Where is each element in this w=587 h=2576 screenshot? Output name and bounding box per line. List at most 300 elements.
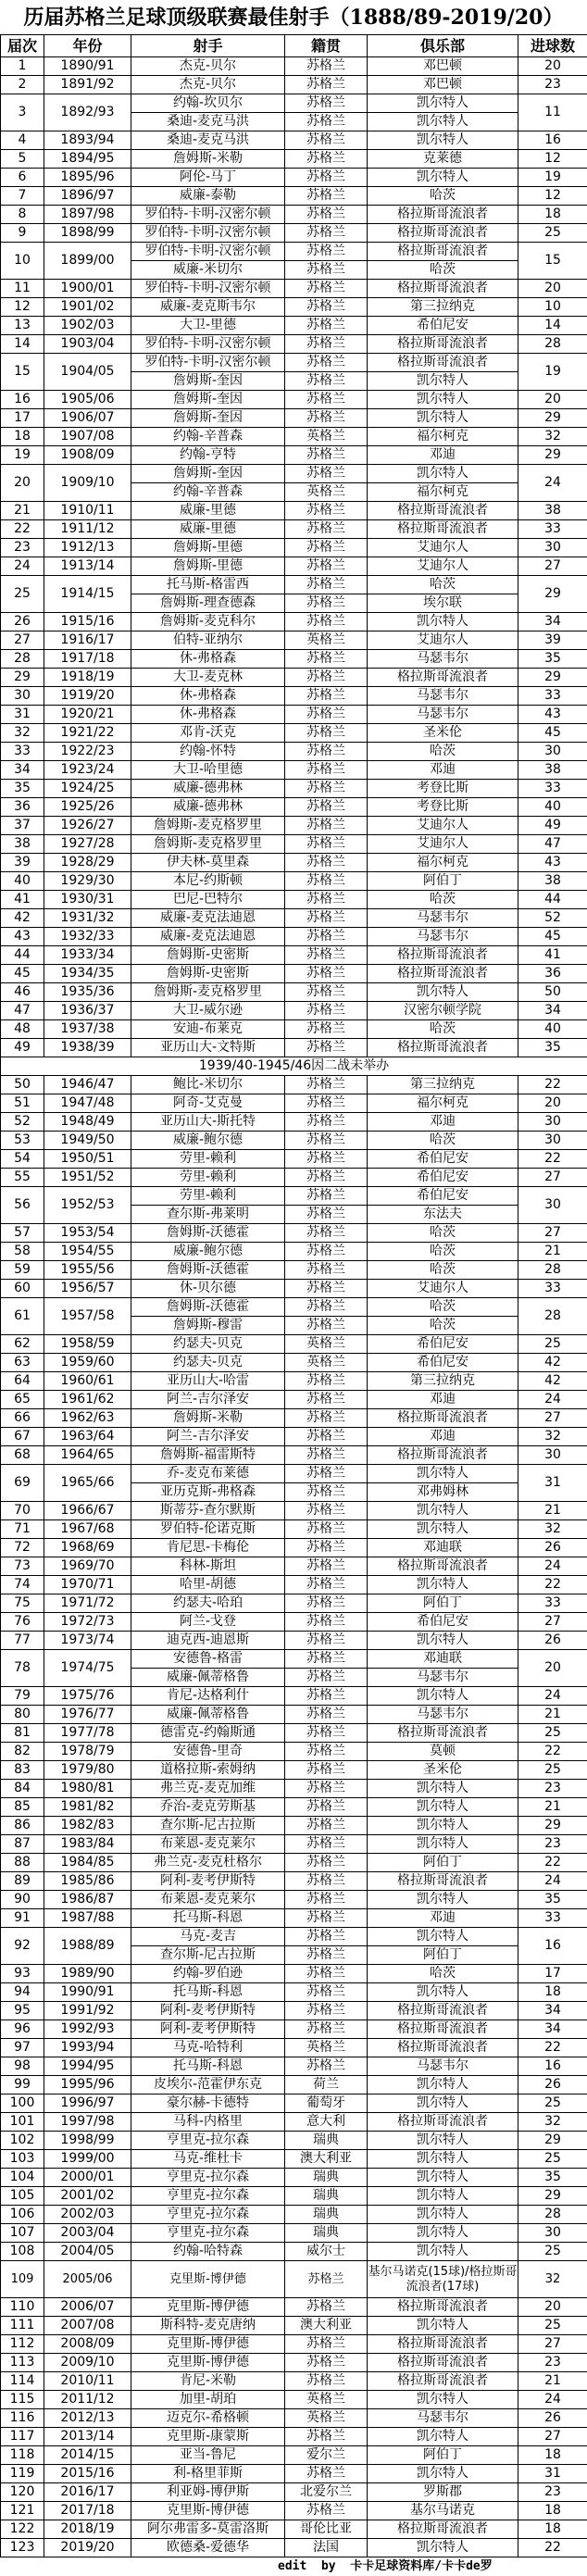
edition-cell: 79 — [1, 1687, 44, 1706]
scorer-cell: 约翰-辛普森 — [131, 483, 285, 502]
edition-cell: 101 — [1, 2113, 44, 2132]
club-cell: 格拉斯哥流浪者 — [368, 243, 518, 261]
nationality-cell: 荷兰 — [285, 2076, 368, 2095]
scorer-cell: 弗兰克-麦克加维 — [131, 1780, 285, 1798]
table-row — [1, 669, 587, 687]
edition-cell: 8 — [1, 206, 44, 224]
nationality-cell: 瑞典 — [285, 2224, 368, 2243]
nationality-cell: 爱尔兰 — [285, 2446, 368, 2465]
goals-cell: 29 — [518, 2187, 587, 2206]
nationality-cell: 苏格兰 — [285, 724, 368, 743]
edition-cell: 54 — [1, 1150, 44, 1169]
goals-cell: 16 — [518, 2057, 587, 2076]
table-row — [1, 1391, 587, 1409]
edition-cell: 41 — [1, 891, 44, 909]
edition-cell: 78 — [1, 1650, 44, 1687]
scorer-cell: 邓肯-沃克 — [131, 724, 285, 743]
edition-cell: 60 — [1, 1280, 44, 1298]
nationality-cell: 苏格兰 — [285, 2354, 368, 2372]
season-cell: 2009/10 — [44, 2354, 131, 2372]
edition-cell: 93 — [1, 1965, 44, 1983]
scorer-cell: 伊夫林-莫里森 — [131, 854, 285, 872]
club-cell: 格拉斯哥流浪者 — [368, 669, 518, 687]
scorer-cell: 豪尔赫-卡德特 — [131, 2095, 285, 2113]
table-row — [1, 2372, 587, 2391]
scorer-cell: 斯蒂芬-查尔默斯 — [131, 1502, 285, 1520]
goals-cell: 25 — [518, 2095, 587, 2113]
nationality-cell: 苏格兰 — [285, 2372, 368, 2391]
table-row — [1, 446, 587, 465]
nationality-cell: 苏格兰 — [285, 1761, 368, 1780]
table-row — [1, 1613, 587, 1632]
scorer-cell: 迪克西-迪恩斯 — [131, 1632, 285, 1650]
club-cell: 埃尔联 — [368, 594, 518, 613]
goals-cell: 38 — [518, 761, 587, 780]
nationality-cell: 英格兰 — [285, 1354, 368, 1372]
edition-cell: 74 — [1, 1576, 44, 1594]
goals-cell: 40 — [518, 1020, 587, 1039]
club-cell: 邓弗姆林 — [368, 1483, 518, 1502]
club-cell: 希伯尼安 — [368, 1335, 518, 1354]
edition-cell: 69 — [1, 1465, 44, 1502]
goals-cell: 33 — [518, 1594, 587, 1613]
club-cell: 马瑟韦尔 — [368, 2409, 518, 2428]
nationality-cell: 苏格兰 — [285, 1632, 368, 1650]
season-cell: 1936/37 — [44, 1002, 131, 1020]
edition-cell: 10 — [1, 243, 44, 280]
edition-cell: 122 — [1, 2520, 44, 2539]
table-row — [1, 687, 587, 706]
nationality-cell: 苏格兰 — [285, 946, 368, 965]
season-cell: 2005/06 — [44, 2261, 131, 2298]
nationality-cell: 苏格兰 — [285, 817, 368, 835]
edition-cell: 19 — [1, 446, 44, 465]
table-header-row — [1, 35, 587, 57]
scorer-cell: 阿兰-吉尔泽安 — [131, 1391, 285, 1409]
edition-cell: 16 — [1, 391, 44, 409]
table-row — [1, 298, 587, 317]
season-cell: 1913/14 — [44, 557, 131, 576]
scorer-cell: 亚历山大-斯托特 — [131, 1113, 285, 1132]
scorer-cell: 大卫-威尔逊 — [131, 1002, 285, 1020]
nationality-cell: 苏格兰 — [285, 298, 368, 317]
season-cell: 1927/28 — [44, 835, 131, 854]
scorer-cell: 约翰-亨特 — [131, 446, 285, 465]
season-cell: 1932/33 — [44, 928, 131, 946]
table-row — [1, 613, 587, 631]
nationality-cell: 苏格兰 — [285, 1132, 368, 1150]
season-cell: 1916/17 — [44, 631, 131, 650]
edition-cell: 34 — [1, 761, 44, 780]
scorer-cell: 阿伦-马丁 — [131, 169, 285, 187]
nationality-cell: 法国 — [285, 2539, 368, 2557]
nationality-cell: 苏格兰 — [285, 243, 368, 261]
table-row — [1, 1465, 587, 1483]
table-row — [1, 2020, 587, 2039]
nationality-cell: 苏格兰 — [285, 446, 368, 465]
edition-cell: 25 — [1, 576, 44, 613]
club-cell: 哈茨 — [368, 1132, 518, 1150]
scorer-cell: 劳里-赖利 — [131, 1187, 285, 1206]
goals-cell: 25 — [518, 1761, 587, 1780]
season-cell: 1966/67 — [44, 1502, 131, 1520]
table-row — [1, 2446, 587, 2465]
club-cell: 东法夫 — [368, 1206, 518, 1224]
goals-cell: 19 — [518, 169, 587, 187]
nationality-cell: 苏格兰 — [285, 1706, 368, 1724]
goals-cell: 21 — [518, 1243, 587, 1261]
nationality-cell: 苏格兰 — [285, 780, 368, 798]
nationality-cell: 苏格兰 — [285, 280, 368, 298]
goals-cell: 29 — [518, 2132, 587, 2150]
scorer-cell: 道格拉斯-索姆纳 — [131, 1761, 285, 1780]
edition-cell: 11 — [1, 280, 44, 298]
nationality-cell: 苏格兰 — [285, 1206, 368, 1224]
scorer-cell: 罗伯特-卡明-汉密尔顿 — [131, 224, 285, 243]
season-cell: 1947/48 — [44, 1094, 131, 1113]
goals-cell: 44 — [518, 891, 587, 909]
goals-cell: 42 — [518, 1372, 587, 1391]
club-cell: 凯尔特人 — [368, 2317, 518, 2335]
edition-cell: 5 — [1, 150, 44, 169]
table-row — [1, 946, 587, 965]
edition-cell: 105 — [1, 2187, 44, 2206]
table-row — [1, 1243, 587, 1261]
edition-cell: 123 — [1, 2539, 44, 2557]
scorer-cell: 詹姆斯-米勒 — [131, 150, 285, 169]
nationality-cell: 英格兰 — [285, 2039, 368, 2057]
season-cell: 1963/64 — [44, 1428, 131, 1446]
season-cell: 2016/17 — [44, 2483, 131, 2502]
club-cell: 阿伯丁 — [368, 1594, 518, 1613]
club-cell: 邓迪 — [368, 446, 518, 465]
nationality-cell: 苏格兰 — [285, 94, 368, 113]
nationality-cell: 苏格兰 — [285, 409, 368, 428]
scorer-cell: 克里斯-博伊德 — [131, 2298, 285, 2317]
goals-cell: 40 — [518, 798, 587, 817]
edition-cell: 52 — [1, 1113, 44, 1132]
season-cell: 1949/50 — [44, 1132, 131, 1150]
season-cell: 1915/16 — [44, 613, 131, 631]
goals-cell: 21 — [518, 2372, 587, 2391]
table-row — [1, 965, 587, 983]
edition-cell: 17 — [1, 409, 44, 428]
nationality-cell: 苏格兰 — [285, 1483, 368, 1502]
scorer-cell: 杰克-贝尔 — [131, 57, 285, 76]
season-cell: 1897/98 — [44, 206, 131, 224]
goals-cell: 22 — [518, 2539, 587, 2557]
table-row — [1, 2261, 587, 2298]
goals-cell: 29 — [518, 409, 587, 428]
season-cell: 1968/69 — [44, 1539, 131, 1557]
season-cell: 1952/53 — [44, 1187, 131, 1224]
scorer-cell: 约瑟夫-贝克 — [131, 1354, 285, 1372]
season-cell: 2008/09 — [44, 2335, 131, 2354]
nationality-cell: 苏格兰 — [285, 1817, 368, 1835]
nationality-cell: 苏格兰 — [285, 965, 368, 983]
club-cell: 格拉斯哥流浪者 — [368, 946, 518, 965]
scorer-cell: 詹姆斯-福雷斯特 — [131, 1446, 285, 1465]
table-row — [1, 465, 587, 483]
season-cell: 1996/97 — [44, 2095, 131, 2113]
edition-cell: 118 — [1, 2446, 44, 2465]
goals-cell: 33 — [518, 1909, 587, 1928]
table-row — [1, 835, 587, 854]
edition-cell: 113 — [1, 2354, 44, 2372]
nationality-cell: 苏格兰 — [285, 335, 368, 354]
season-cell: 1906/07 — [44, 409, 131, 428]
nationality-cell: 澳大利亚 — [285, 2317, 368, 2335]
club-cell: 艾迪尔人 — [368, 631, 518, 650]
scorer-cell: 约翰-怀特 — [131, 743, 285, 761]
table-row — [1, 650, 587, 669]
edition-cell: 116 — [1, 2409, 44, 2428]
goals-cell: 24 — [518, 1557, 587, 1576]
club-cell: 希伯尼安 — [368, 1169, 518, 1187]
club-cell: 凯尔特人 — [368, 2206, 518, 2224]
season-cell: 1907/08 — [44, 428, 131, 446]
club-cell: 凯尔特人 — [368, 409, 518, 428]
goals-cell: 12 — [518, 187, 587, 206]
season-cell: 1993/94 — [44, 2039, 131, 2057]
season-cell: 1969/70 — [44, 1557, 131, 1576]
club-cell: 格拉斯哥流浪者 — [368, 2298, 518, 2317]
nationality-cell: 苏格兰 — [285, 798, 368, 817]
goals-cell: 42 — [518, 1354, 587, 1372]
season-cell: 1905/06 — [44, 391, 131, 409]
table-row — [1, 2224, 587, 2243]
scorer-cell: 威廉-麦克法迪恩 — [131, 909, 285, 928]
season-cell: 1892/93 — [44, 94, 131, 131]
edition-cell: 76 — [1, 1613, 44, 1632]
table-row — [1, 1335, 587, 1354]
club-cell: 希伯尼安 — [368, 1613, 518, 1632]
goals-cell: 28 — [518, 1261, 587, 1280]
edition-cell: 40 — [1, 872, 44, 891]
nationality-cell: 苏格兰 — [285, 2502, 368, 2520]
club-cell: 凯尔特人 — [368, 2465, 518, 2483]
table-row — [1, 1187, 587, 1206]
season-cell: 1973/74 — [44, 1632, 131, 1650]
table-row — [1, 2391, 587, 2409]
edition-cell: 36 — [1, 798, 44, 817]
edition-cell: 83 — [1, 1761, 44, 1780]
season-cell: 1994/95 — [44, 2057, 131, 2076]
club-cell: 凯尔特人 — [368, 2243, 518, 2261]
table-row — [1, 1891, 587, 1909]
nationality-cell: 苏格兰 — [285, 1409, 368, 1428]
header-goals: 进球数 — [518, 35, 587, 57]
goals-cell: 17 — [518, 1965, 587, 1983]
club-cell: 哈茨 — [368, 187, 518, 206]
nationality-cell: 苏格兰 — [285, 539, 368, 557]
nationality-cell: 威尔士 — [285, 2243, 368, 2261]
edition-cell: 115 — [1, 2391, 44, 2409]
table-row — [1, 1743, 587, 1761]
nationality-cell: 苏格兰 — [285, 1687, 368, 1706]
scorer-cell: 布莱恩-麦克莱尔 — [131, 1835, 285, 1854]
goals-cell: 34 — [518, 2020, 587, 2039]
season-cell: 1929/30 — [44, 872, 131, 891]
scorer-cell: 查尔斯-尼古拉斯 — [131, 1817, 285, 1835]
nationality-cell: 苏格兰 — [285, 761, 368, 780]
club-cell: 格拉斯哥流浪者 — [368, 2335, 518, 2354]
table-row — [1, 2428, 587, 2446]
season-cell: 1971/72 — [44, 1594, 131, 1613]
season-cell: 1961/62 — [44, 1391, 131, 1409]
goals-cell: 20 — [518, 280, 587, 298]
club-cell: 凯尔特人 — [368, 465, 518, 483]
edition-cell: 90 — [1, 1891, 44, 1909]
goals-cell: 49 — [518, 817, 587, 835]
club-cell: 哈茨 — [368, 1965, 518, 1983]
scorer-cell: 威廉-麦克法迪恩 — [131, 928, 285, 946]
goals-cell: 33 — [518, 1280, 587, 1298]
nationality-cell: 苏格兰 — [285, 1428, 368, 1446]
goals-cell: 32 — [518, 1428, 587, 1446]
club-cell: 邓巴顿 — [368, 57, 518, 76]
season-cell: 1955/56 — [44, 1261, 131, 1280]
table-row — [1, 1169, 587, 1187]
club-cell: 凯尔特人 — [368, 1928, 518, 1946]
table-row — [1, 817, 587, 835]
scorer-cell: 利-格里菲斯 — [131, 2465, 285, 2483]
goals-cell: 52 — [518, 909, 587, 928]
scorer-cell: 威廉-鲍尔德 — [131, 1243, 285, 1261]
season-cell: 1995/96 — [44, 2076, 131, 2095]
club-cell: 格拉斯哥流浪者 — [368, 206, 518, 224]
table-row — [1, 502, 587, 520]
header-nationality: 籍贯 — [285, 35, 368, 57]
nationality-cell: 苏格兰 — [285, 1076, 368, 1094]
table-row — [1, 1557, 587, 1576]
season-cell: 1920/21 — [44, 706, 131, 724]
season-cell: 1958/59 — [44, 1335, 131, 1354]
season-cell: 1960/61 — [44, 1372, 131, 1391]
goals-cell: 25 — [518, 2243, 587, 2261]
edition-cell: 65 — [1, 1391, 44, 1409]
table-row — [1, 2095, 587, 2113]
nationality-cell: 苏格兰 — [285, 1854, 368, 1872]
scorer-cell: 杰克-贝尔 — [131, 76, 285, 94]
edition-cell: 67 — [1, 1428, 44, 1446]
season-cell: 2011/12 — [44, 2391, 131, 2409]
club-cell: 福尔柯克 — [368, 1094, 518, 1113]
table-row — [1, 1706, 587, 1724]
goals-cell: 23 — [518, 1835, 587, 1854]
scorer-cell: 亚历山大-哈雷 — [131, 1372, 285, 1391]
edition-cell: 119 — [1, 2465, 44, 2483]
club-cell: 希伯尼安 — [368, 1354, 518, 1372]
nationality-cell: 苏格兰 — [285, 465, 368, 483]
nationality-cell: 苏格兰 — [285, 835, 368, 854]
edition-cell: 77 — [1, 1632, 44, 1650]
nationality-cell: 苏格兰 — [285, 113, 368, 131]
club-cell: 希伯尼安 — [368, 1150, 518, 1169]
scorer-cell: 詹姆斯-麦克科尔 — [131, 613, 285, 631]
goals-cell: 23 — [518, 2483, 587, 2502]
goals-cell: 30 — [518, 1132, 587, 1150]
nationality-cell: 苏格兰 — [285, 1298, 368, 1317]
nationality-cell: 苏格兰 — [285, 1965, 368, 1983]
season-cell: 1987/88 — [44, 1909, 131, 1928]
season-cell: 1890/91 — [44, 57, 131, 76]
club-cell: 格拉斯哥流浪者 — [368, 1557, 518, 1576]
scorer-cell: 约翰-辛普森 — [131, 428, 285, 446]
scorer-cell: 肯尼-米勒 — [131, 2372, 285, 2391]
nationality-cell: 苏格兰 — [285, 687, 368, 706]
club-cell: 格拉斯哥流浪者 — [368, 2020, 518, 2039]
scorer-cell: 威廉-米切尔 — [131, 261, 285, 280]
nationality-cell: 苏格兰 — [285, 1372, 368, 1391]
nationality-cell: 葡萄牙 — [285, 2095, 368, 2113]
edition-cell: 73 — [1, 1557, 44, 1576]
season-cell: 1930/31 — [44, 891, 131, 909]
club-cell: 艾迪尔人 — [368, 1280, 518, 1298]
goals-cell: 30 — [518, 1113, 587, 1132]
season-cell: 1922/23 — [44, 743, 131, 761]
goals-cell: 41 — [518, 946, 587, 965]
nationality-cell: 英格兰 — [285, 2409, 368, 2428]
scorer-cell: 安德鲁-里奇 — [131, 1743, 285, 1761]
edition-cell: 88 — [1, 1854, 44, 1872]
season-cell: 1904/05 — [44, 354, 131, 391]
scorer-cell: 詹姆斯-麦克格罗里 — [131, 835, 285, 854]
scorer-cell: 本尼-约斯顿 — [131, 872, 285, 891]
nationality-cell: 英格兰 — [285, 631, 368, 650]
scorer-cell: 罗伯特-卡明-汉密尔顿 — [131, 335, 285, 354]
club-cell: 凯尔特人 — [368, 2095, 518, 2113]
club-cell: 考登比斯 — [368, 798, 518, 817]
scorer-cell: 约翰-坎贝尔 — [131, 94, 285, 113]
table-row — [1, 706, 587, 724]
nationality-cell: 苏格兰 — [285, 594, 368, 613]
season-cell: 1980/81 — [44, 1780, 131, 1798]
table-row — [1, 2002, 587, 2020]
nationality-cell: 苏格兰 — [285, 317, 368, 335]
nationality-cell: 苏格兰 — [285, 1465, 368, 1483]
nationality-cell: 苏格兰 — [285, 391, 368, 409]
scorer-cell: 威廉-德弗林 — [131, 798, 285, 817]
scorer-cell: 威廉-麦克斯韦尔 — [131, 298, 285, 317]
scorer-cell: 布莱恩-麦克莱尔 — [131, 1891, 285, 1909]
scorer-cell: 约翰-罗伯逊 — [131, 1965, 285, 1983]
edition-cell: 81 — [1, 1724, 44, 1743]
season-cell: 1894/95 — [44, 150, 131, 169]
scorer-cell: 克里斯-博伊德 — [131, 2335, 285, 2354]
edition-cell: 28 — [1, 650, 44, 669]
season-cell: 1977/78 — [44, 1724, 131, 1743]
table-row — [1, 76, 587, 94]
season-cell: 1974/75 — [44, 1650, 131, 1687]
scorer-cell: 亚当-鲁尼 — [131, 2446, 285, 2465]
nationality-cell: 苏格兰 — [285, 872, 368, 891]
edition-cell: 57 — [1, 1224, 44, 1243]
scorer-cell: 约翰-哈特森 — [131, 2243, 285, 2261]
scorer-cell: 詹姆斯-穆雷 — [131, 1317, 285, 1335]
season-cell: 1925/26 — [44, 798, 131, 817]
club-cell: 马瑟韦尔 — [368, 706, 518, 724]
club-cell: 福尔柯克 — [368, 428, 518, 446]
club-cell: 凯尔特人 — [368, 1835, 518, 1854]
edition-cell: 15 — [1, 354, 44, 391]
season-cell: 1935/36 — [44, 983, 131, 1002]
goals-cell: 45 — [518, 724, 587, 743]
scorer-cell: 托马斯-科恩 — [131, 1909, 285, 1928]
club-cell: 凯尔特人 — [368, 1465, 518, 1483]
table-row — [1, 1983, 587, 2002]
table-row — [1, 1298, 587, 1317]
